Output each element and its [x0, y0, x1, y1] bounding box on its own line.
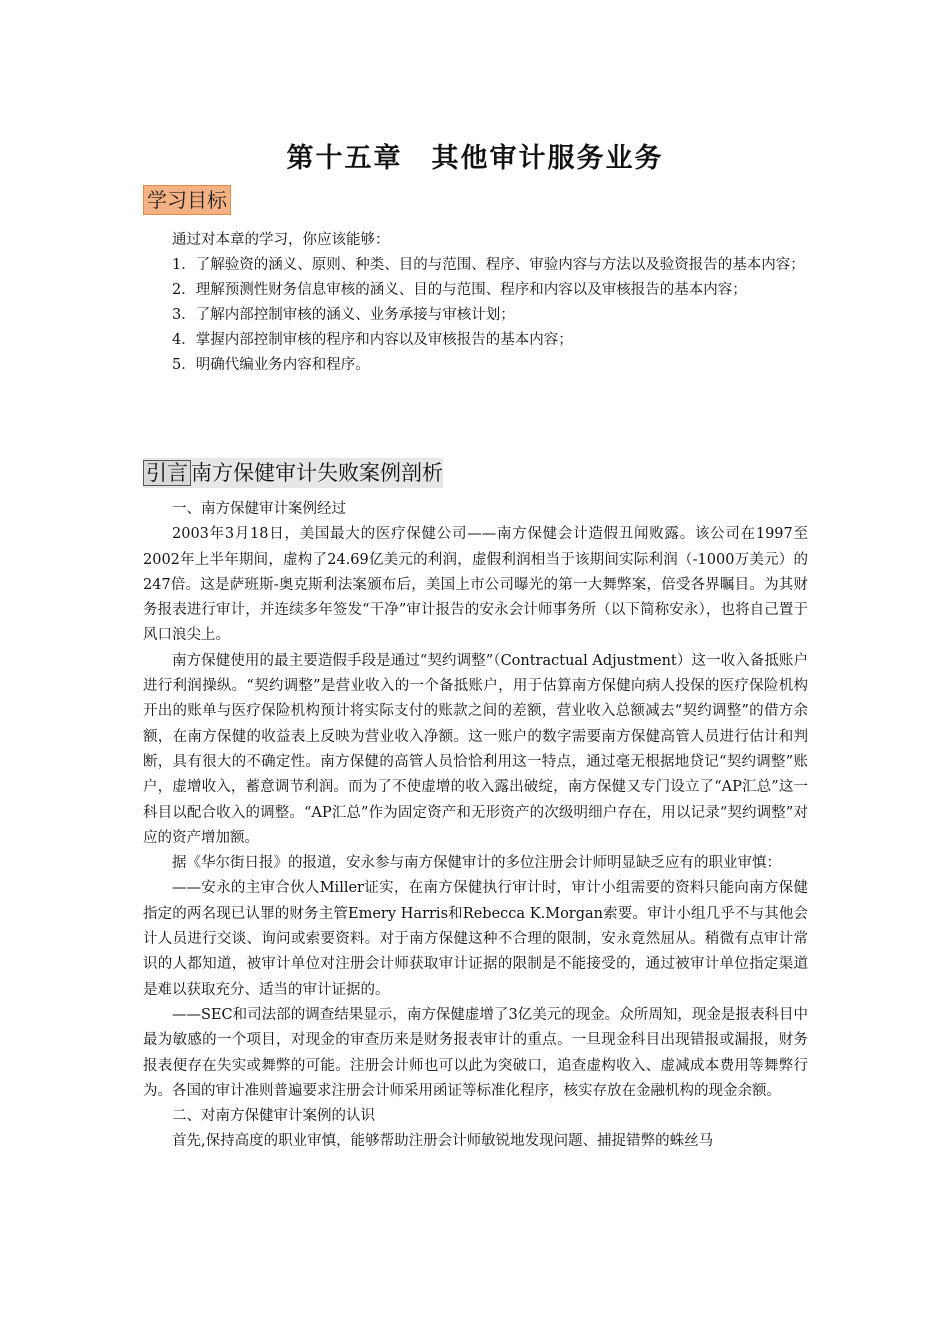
objectives-label: 学习目标: [143, 185, 231, 215]
paragraph: ——安永的主审合伙人Miller证实，在南方保健执行审计时，审计小组需要的资料只能向南方保健指定的两名现已认罪的财务主管Emery Harris和Rebecca K.Morgan索要。审计小组几乎不与其他会计人员进行交谈、询问或索要资料。对于南方保健这种不合理的限制，安永竟然屈从。稍微有点审计常识的人都知道，被审计单位对注册会计师获取审计证据的限制是不能接受的，通过被审计单位指定渠道是难以获取充分、适当的审计证据的。: [143, 880, 808, 998]
paragraph: ——SEC和司法部的调查结果显示，南方保健虚增了3亿美元的现金。众所周知，现金是报表科目中最为敏感的一个项目，对现金的审查历来是财务报表审计的重点。一旦现金科目出现错报或漏报，财务报表便存在失实或舞弊的可能。注册会计师也可以此为突破口，追查虚构收入、虚减成本费用等舞弊行为。各国的审计准则普遍要求注册会计师采用函证等标准化程序，核实存放在金融机构的现金余额。: [143, 1006, 808, 1099]
case-body: [143, 497, 808, 1155]
section-heading: [143, 458, 443, 488]
subheading: 二、对南方保健审计案例的认识: [172, 1108, 375, 1125]
paragraph: 据《华尔街日报》的报道，安永参与南方保健审计的多位注册会计师明显缺乏应有的职业审慎：: [172, 855, 781, 872]
paragraph: 首先,保持高度的职业审慎，能够帮助注册会计师敏锐地发现问题、捕捉错弊的蛛丝马: [172, 1133, 714, 1150]
section-title: 南方保健审计失败案例剖析: [191, 461, 443, 485]
paragraph: 南方保健使用的最主要造假手段是通过“契约调整”（Contractual Adjustment）这一收入备抵账户进行利润操纵。“契约调整”是营业收入的一个备抵账户，用于估算南方保健向病人投保的医疗保险机构开出的账单与医疗保险机构预计将实际支付的账款之间的差额，营业收入总额减去“契约调整”的借方余额，在南方保健的收益表上反映为营业收入净额。这一账户的数字需要南方保健高管人员进行估计和判断，具有很大的不确定性。南方保健的高管人员恰恰利用这一特点，通过毫无根据地贷记“契约调整”账户，虚增收入，蓄意调节利润。而为了不使虚增的收入露出破绽，南方保健又专门设立了“AP汇总”这一科目以配合收入的调整。“AP汇总”作为固定资产和无形资产的次级明细户存在，用以记录“契约调整”对应的资产增加额。: [143, 652, 808, 846]
subheading: 一、南方保健审计案例经过: [172, 501, 346, 517]
paragraph: 2003年3月18日，美国最大的医疗保健公司——南方保健会计造假丑闻败露。该公司在1997至2002年上半年期间，虚构了24.69亿美元的利润，虚假利润相当于该期间实际利润（-1000万美元）的247倍。这是萨班斯-奥克斯利法案颁布后，美国上市公司曝光的第一大舞弊案，倍受各界瞩目。为其财务报表进行审计，并连续多年签发“干净”审计报告的安永会计师事务所（以下简称安永），也将自己置于风口浪尖上。: [143, 526, 808, 644]
objective-item: 3．了解内部控制审核的涵义、业务承接与审核计划；: [172, 307, 515, 323]
objective-item: 2．理解预测性财务信息审核的涵义、目的与范围、程序和内容以及审核报告的基本内容；: [172, 282, 747, 298]
chapter-title: 第十五章 其他审计服务业务: [286, 143, 664, 174]
objectives-intro: 通过对本章的学习，你应该能够：: [172, 232, 390, 248]
section-label: 引言: [143, 460, 191, 486]
objectives-block: [143, 228, 808, 378]
objective-item: 5．明确代编业务内容和程序。: [172, 357, 370, 373]
objective-item: 4．掌握内部控制审核的程序和内容以及审核报告的基本内容；: [172, 332, 573, 348]
objective-item: 1．了解验资的涵义、原则、种类、目的与范围、程序、审验内容与方法以及验资报告的基本内容；: [172, 257, 805, 273]
